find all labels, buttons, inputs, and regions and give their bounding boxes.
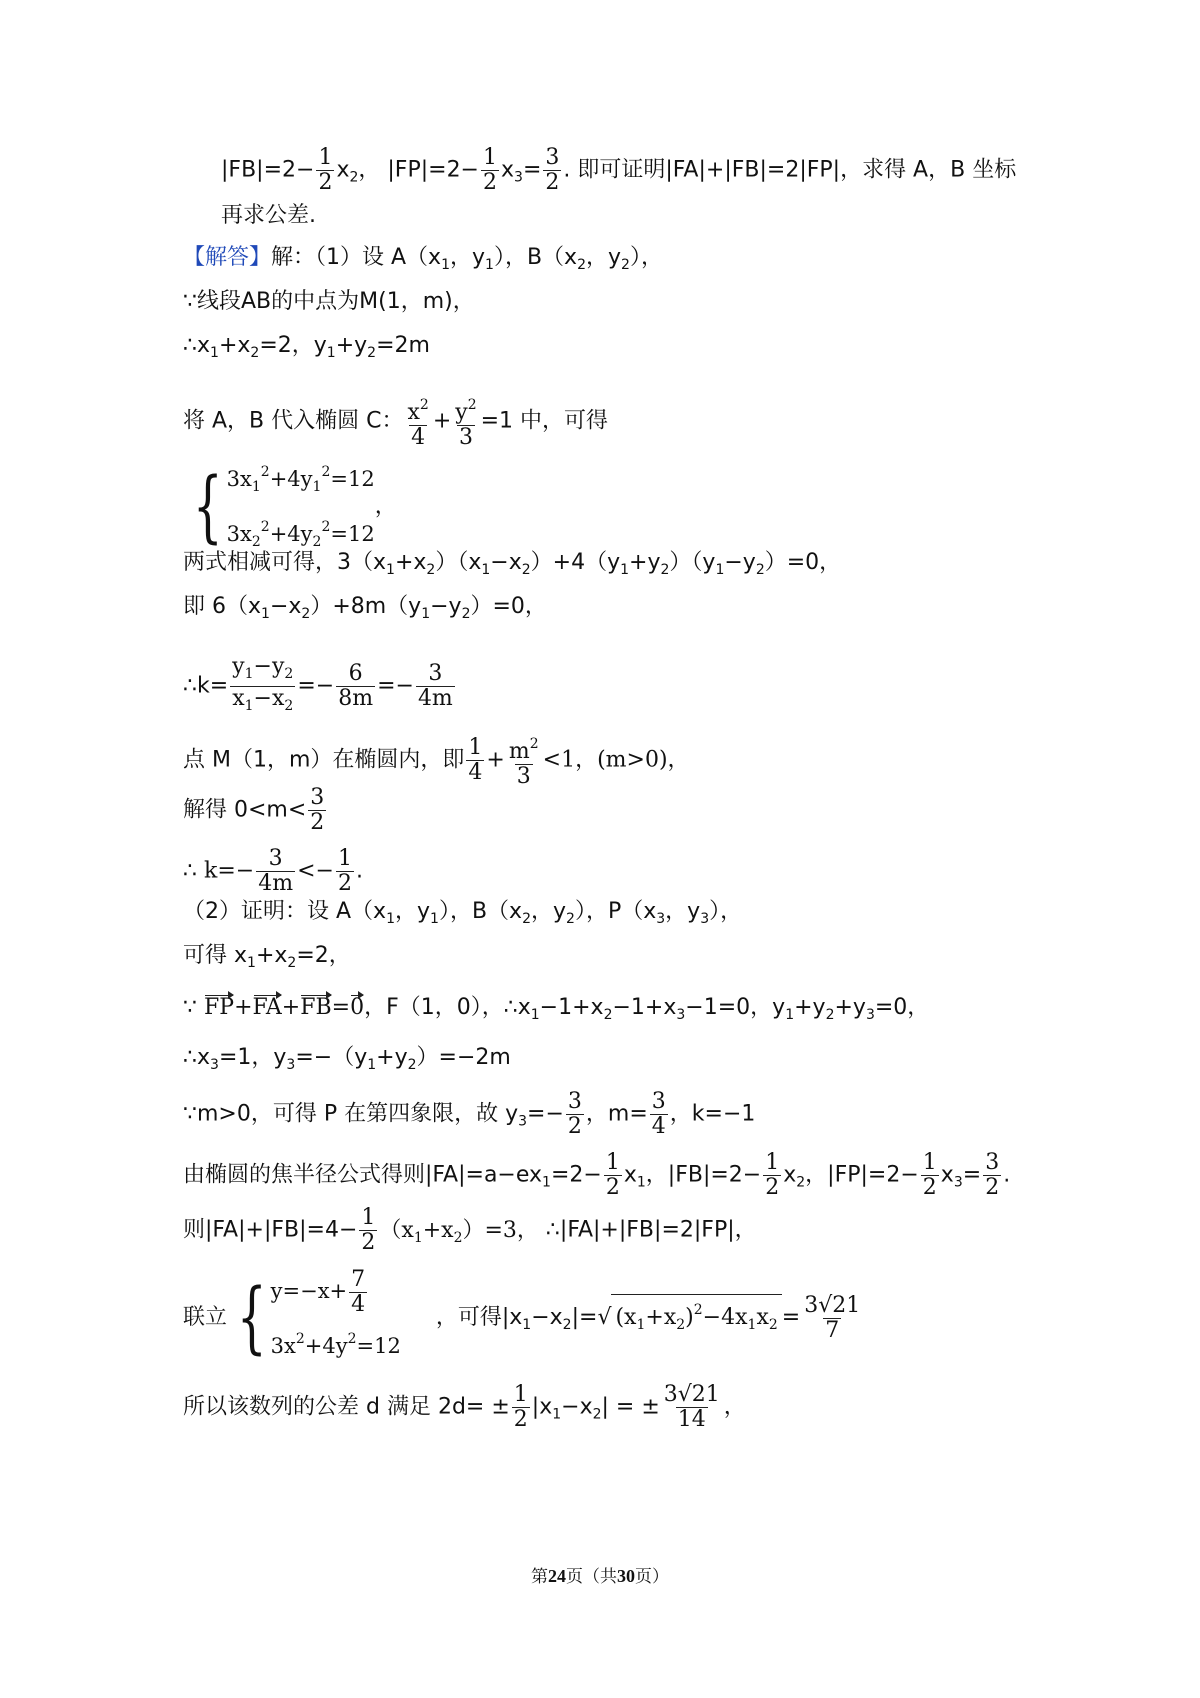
system-eq-2: $3x_2^2+4y_2^2=12$ [226, 519, 375, 550]
line-8: 两式相减可得，$3(x_1+x_2)(x_1-x_2)+4(y_1+y_2)(y_1-y_2)=0$， [183, 550, 842, 578]
page-footer [0, 1562, 1200, 1587]
line-13: ∴ k=− $\frac{3}{4m}$ <− $\frac{1}{2}$ . [183, 846, 363, 896]
page-number: 24 [548, 1566, 566, 1586]
line-5: $\therefore x_1+x_2=2$，$y_1+y_2=2m$ [183, 333, 430, 361]
line-14: （2）证明：设 $A(x_1$，$y_1$），$B(x_2$，$y_2$），$P(x_3$，$y_3$）， [183, 899, 743, 927]
page-total: 30 [617, 1566, 635, 1586]
system-eq-1: $3x_1^2+4y_1^2=12$ [226, 464, 375, 495]
line-17: $\therefore x_3=1$，$y_3=-(y_1+y_2)=-2m$ [183, 1045, 511, 1073]
line-9: 即 $6(x_1-x_2)+8m(y_1-y_2)=0$， [183, 594, 547, 622]
system-eq-ellipse: $3x^2+4y^2=12$ [270, 1331, 401, 1358]
line-4: ∵线段AB的中点为M(1，m)， [183, 289, 475, 314]
line-2: 再求公差. [221, 203, 316, 228]
line-21: 联立 { y=−x+ $\frac{7}{4}$ $3x^2+4y^2=12$ ，可得$|x_1-x_2|=√$ $(x_1+x_2)^2-4x_1x_2$ = $\frac{3√21}{7}$ [183, 1268, 864, 1368]
line-20: 则|FA|+|FB|=4− $\frac{1}{2}$ $(x_1+x_2)=3$， ∴|FA|+|FB|=2|FP|， [183, 1205, 757, 1255]
footer-suffix: 页） [635, 1567, 669, 1587]
brace-icon: { [236, 1273, 267, 1363]
line-1: |FB|=2− $\frac{1}{2}$ $x_2$， |FP|=2− $\frac{1}{2}$ $x_3=$ $\frac{3}{2}$ . 即可证明|FA|+|FB|=2|FP|，求得 A，B 坐标 [221, 145, 1017, 195]
line-10: ∴k= $\frac{y_1-y_2}{x_1-x_2}$ =− $\frac{6}{8m}$ =− $\frac{3}{4m}$ [183, 655, 457, 718]
line-19: 由椭圆的焦半径公式得则$|FA|=a-ex_1=2-$ $\frac{1}{2}$ $x_1$，|FB|=2− $\frac{1}{2}$ $x_2$，|FP|=2− $\frac{1}{2}$ $x_3=$ $\frac{3}{2}$ . [183, 1150, 1011, 1200]
line-16: ∵ FP+FA+FB=0，F（1，0），$\therefore x_1-1+x_2-1+x_3-1=0$，$y_1+y_2+y_3=0$， [183, 995, 930, 1023]
answer-tag: 【解答】 [183, 245, 272, 270]
system-eq-line: y=−x+ $\frac{7}{4}$ [270, 1267, 366, 1317]
line-3: 【解答】解：（1）设 $A(x_1$，$y_1$），$B(x_2$，$y_2$）， [183, 245, 663, 273]
line-22: 所以该数列的公差 d 满足 2d= ± $\frac{1}{2}$ $|x_1-x_2|$ = ± $\frac{3√21}{14}$ ， [183, 1382, 746, 1432]
line-6: 将 A，B 代入椭圆 C： $\frac{x^2}{4}$ + $\frac{y^2}{3}$ =1 中，可得 [183, 397, 609, 450]
brace-icon: { [192, 462, 223, 552]
line-12: 解得 0<m< $\frac{3}{2}$ [183, 785, 325, 835]
line-15: 可得 $x_1+x_2=2$， [183, 943, 351, 971]
footer-prefix: 第 [531, 1567, 548, 1587]
footer-mid: 页（共 [566, 1567, 617, 1587]
line-11: 点 M（1，m）在椭圆内，即 $\frac{1}{4}$ + $\frac{m^2}{3}$ <1，(m>0)， [183, 735, 690, 789]
line-7-system: { $3x_1^2+4y_1^2=12$ $3x_2^2+4y_2^2=12$ ， [183, 452, 397, 562]
line-18: ∵m>0，可得 P 在第四象限，故 $y_3=-$ $\frac{3}{2}$ ，m= $\frac{3}{4}$ ，k=−1 [183, 1089, 756, 1139]
